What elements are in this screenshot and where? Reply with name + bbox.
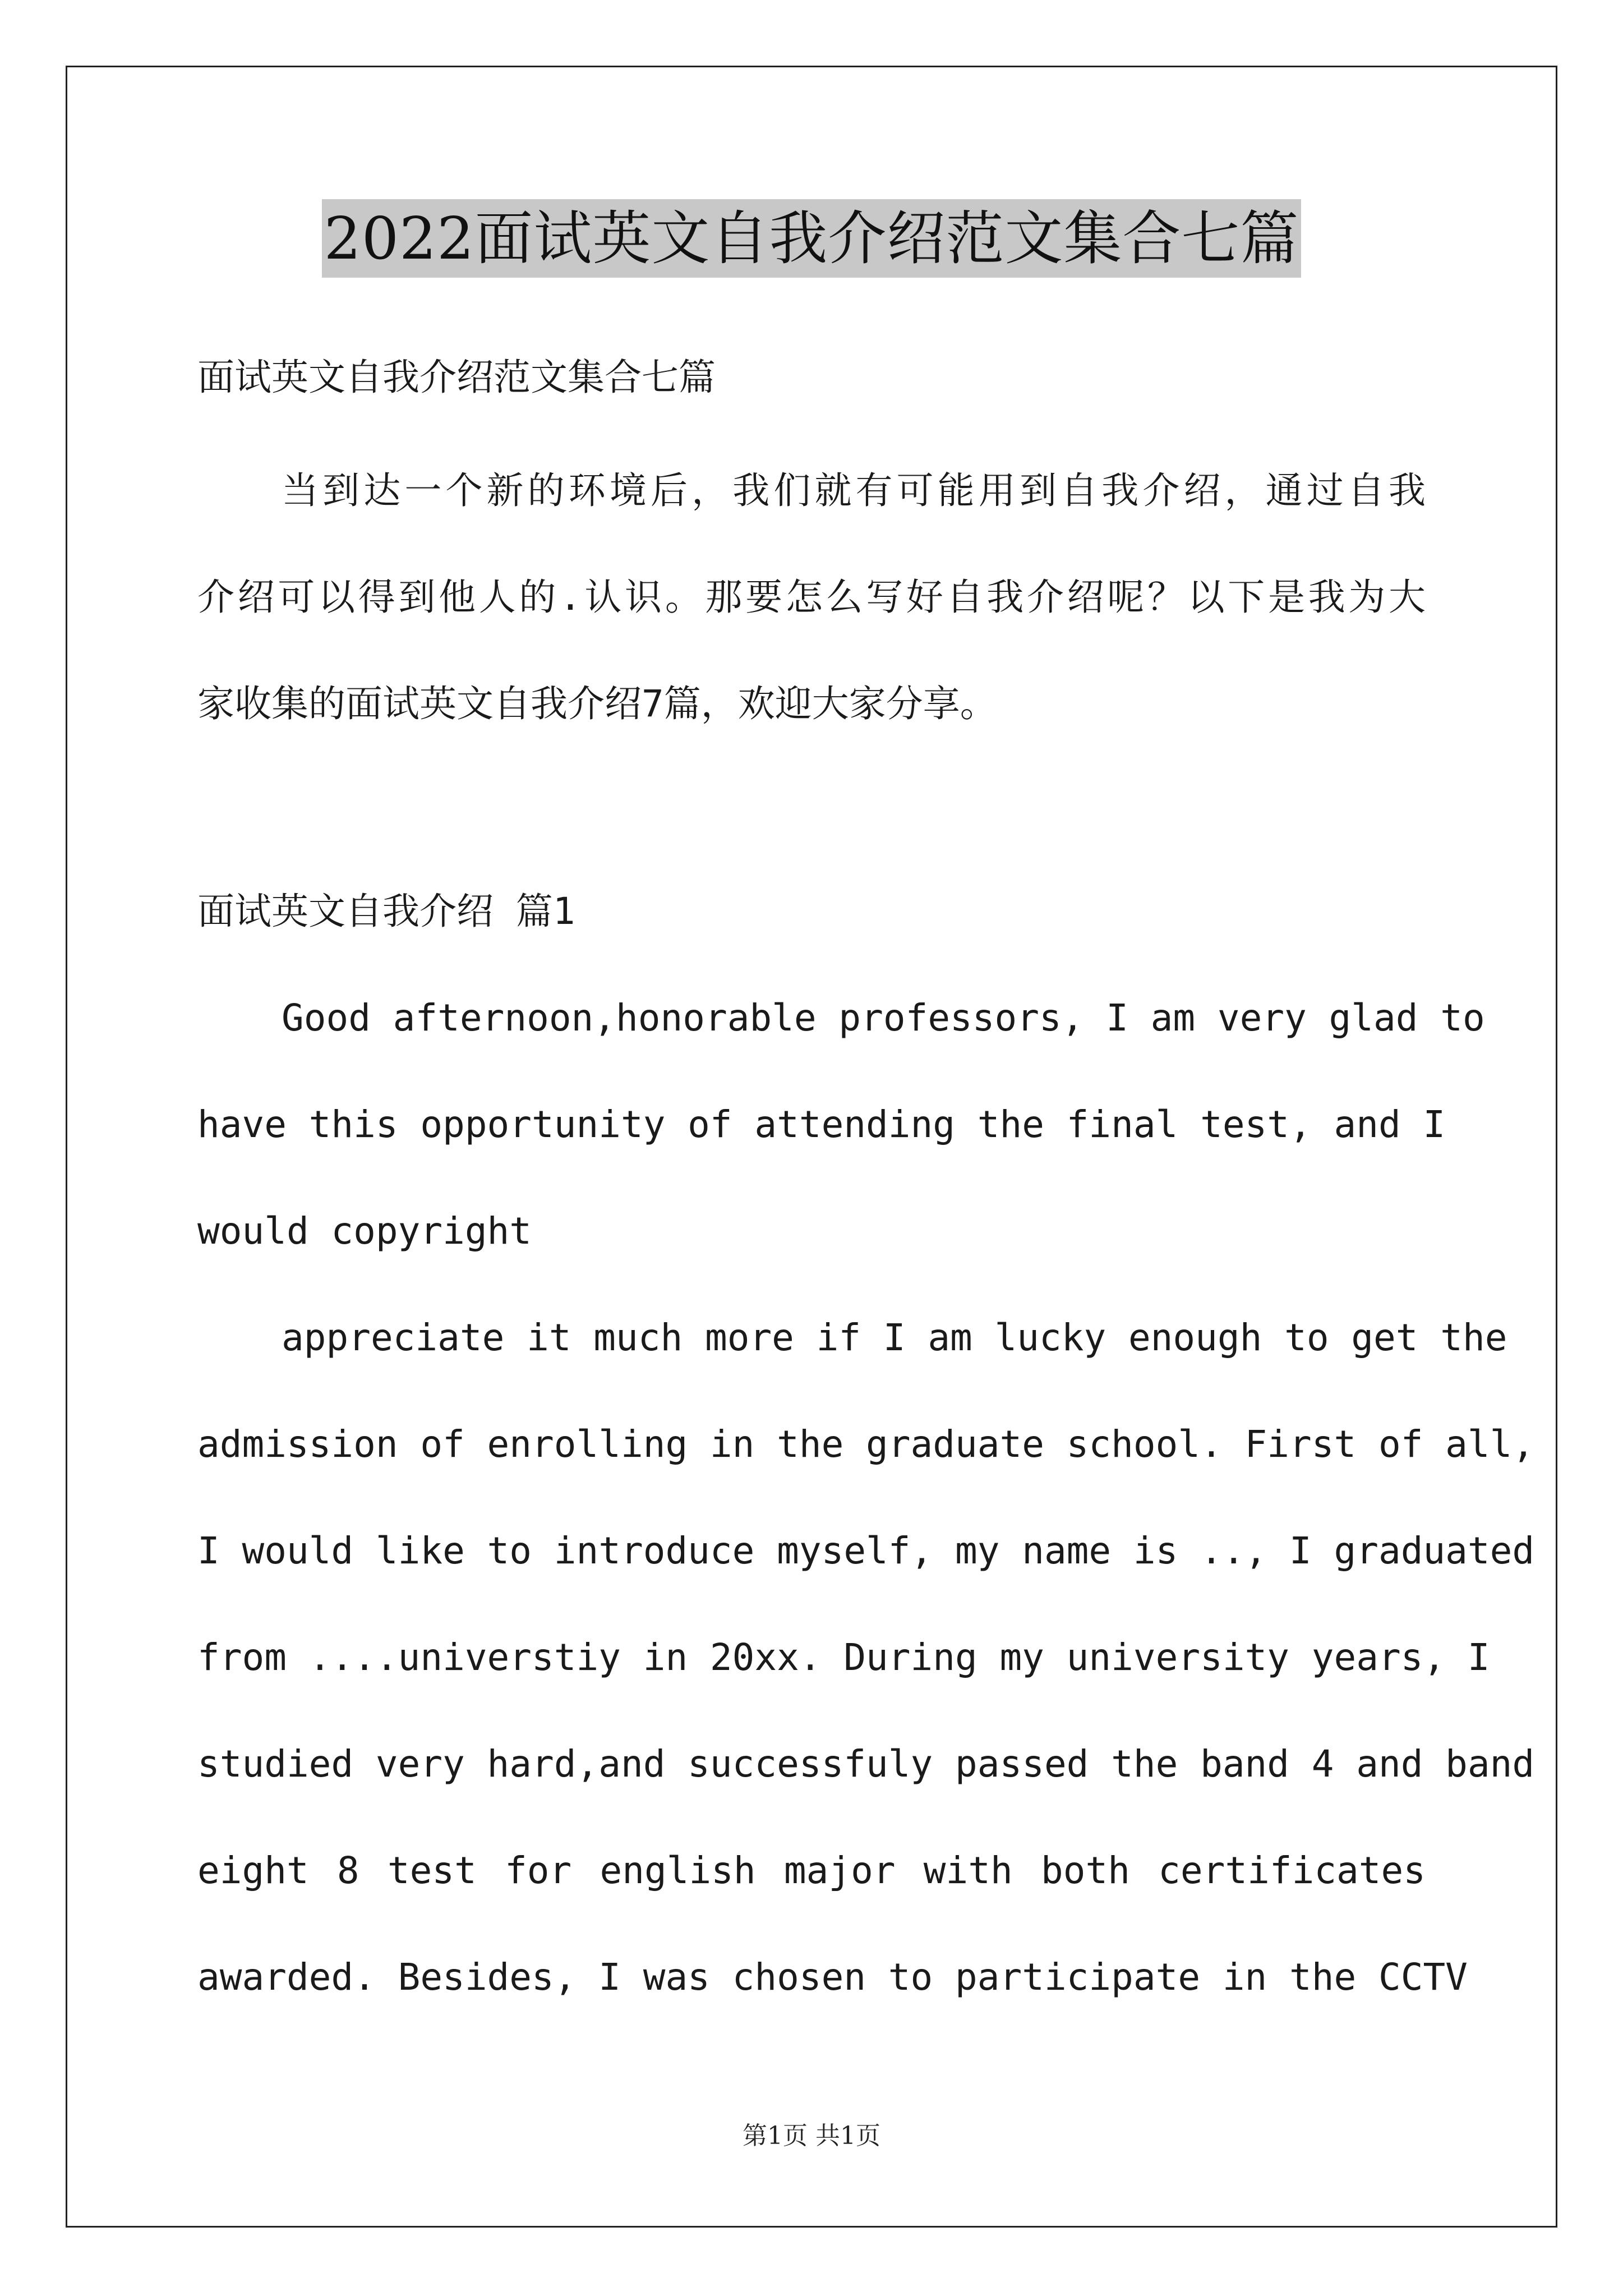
paragraph-line: would copyright [197, 1209, 532, 1253]
section-heading: 面试英文自我介绍 篇1 [197, 890, 575, 933]
paragraph-line: studied very hard,and successfuly passed the band 4 and band [197, 1742, 1535, 1786]
title-wrapper [197, 199, 1426, 278]
intro-line: 介绍可以得到他人的.认识。那要怎么写好自我介绍呢？以下是我为大 [197, 576, 1426, 619]
document-title: 2022面试英文自我介绍范文集合七篇 [322, 199, 1302, 278]
intro-paragraph [197, 438, 1426, 757]
paragraph-line: from ....universtiy in 20xx. During my university years, I [197, 1636, 1490, 1679]
paragraph-1 [197, 965, 1485, 1285]
paragraph-line: eight 8 test for english major with both certificates [197, 1849, 1426, 1892]
paragraph-line: appreciate it much more if I am lucky enough to get the [282, 1316, 1507, 1359]
paragraph-line: Good afternoon,honorable professors, I am very glad to [282, 996, 1485, 1039]
intro-line: 当到达一个新的环境后，我们就有可能用到自我介绍，通过自我 [282, 469, 1426, 512]
paragraph-line: have this opportunity of attending the final test, and I [197, 1103, 1446, 1146]
paragraph-line: admission of enrolling in the graduate school. First of all, [197, 1423, 1535, 1466]
page-footer: 第1页 共1页 [743, 2122, 880, 2150]
paragraph-2 [197, 1285, 1535, 2031]
paragraph-line: I would like to introduce myself, my name is .., I graduated [197, 1529, 1535, 1572]
document-subtitle: 面试英文自我介绍范文集合七篇 [197, 356, 716, 399]
paragraph-line: awarded. Besides, I was chosen to participate in the CCTV [197, 1955, 1468, 1999]
intro-line: 家收集的面试英文自我介绍7篇，欢迎大家分享。 [197, 682, 997, 725]
